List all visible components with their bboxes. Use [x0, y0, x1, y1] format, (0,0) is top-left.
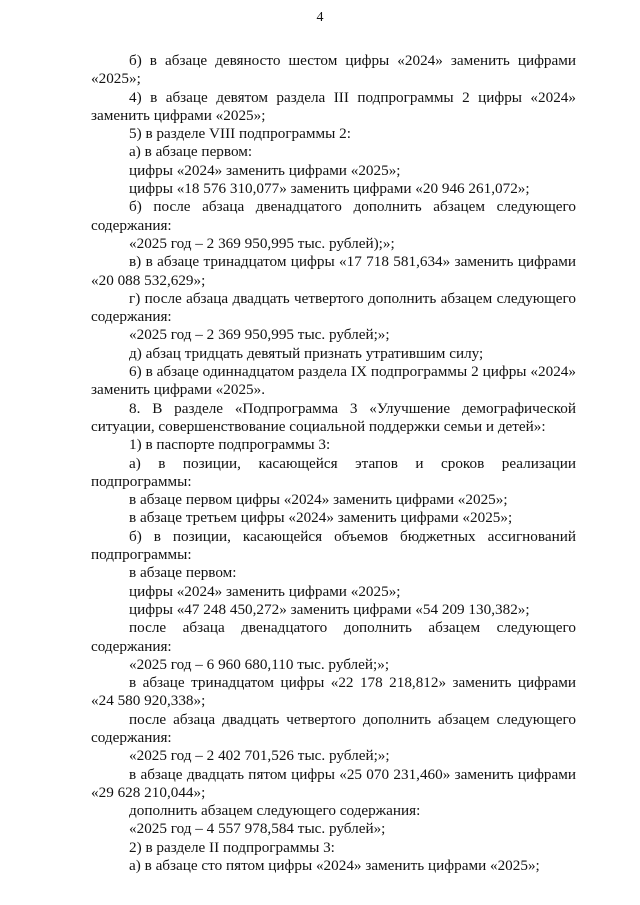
- paragraph: дополнить абзацем следующего содержания:: [129, 802, 421, 820]
- paragraph: б) в позиции, касающейся объемов бюджетных ассигнований подпрограммы:: [91, 527, 576, 564]
- paragraph: а) в абзаце сто пятом цифры «2024» заменить цифрами «2025»;: [129, 857, 540, 875]
- paragraph: а) в позиции, касающейся этапов и сроков реализации подпрограммы:: [91, 454, 576, 490]
- document-body: [91, 52, 576, 875]
- paragraph: «2025 год – 2 369 950,995 тыс. рублей);»;: [129, 234, 395, 252]
- paragraph: 5) в разделе VIII подпрограммы 2:: [129, 125, 351, 143]
- paragraph: б) в абзаце девяносто шестом цифры «2024» заменить цифрами «2025»;: [91, 52, 576, 88]
- paragraph: д) абзац тридцать девятый признать утратившим силу;: [129, 344, 484, 362]
- paragraph: цифры «2024» заменить цифрами «2025»;: [129, 161, 401, 179]
- paragraph: после абзаца двенадцатого дополнить абзацем следующего содержания:: [91, 619, 576, 655]
- paragraph: в абзаце тринадцатом цифры «22 178 218,812» заменить цифрами «24 580 920,338»;: [91, 674, 576, 710]
- paragraph: г) после абзаца двадцать четвертого дополнить абзацем следующего содержания:: [91, 289, 576, 326]
- paragraph: в абзаце первом:: [129, 564, 237, 582]
- paragraph: 2) в разделе II подпрограммы 3:: [129, 838, 335, 856]
- paragraph: в абзаце первом цифры «2024» заменить цифрами «2025»;: [129, 491, 508, 509]
- paragraph: в абзаце третьем цифры «2024» заменить цифрами «2025»;: [129, 509, 513, 527]
- paragraph: «2025 год – 4 557 978,584 тыс. рублей»;: [129, 820, 386, 838]
- paragraph: цифры «18 576 310,077» заменить цифрами «20 946 261,072»;: [129, 180, 530, 198]
- paragraph: после абзаца двадцать четвертого дополнить абзацем следующего содержания:: [91, 710, 576, 746]
- paragraph: цифры «47 248 450,272» заменить цифрами «54 209 130,382»;: [129, 600, 530, 618]
- paragraph: цифры «2024» заменить цифрами «2025»;: [129, 582, 401, 600]
- paragraph: а) в абзаце первом:: [129, 143, 253, 161]
- paragraph: б) после абзаца двенадцатого дополнить абзацем следующего содержания:: [91, 198, 576, 234]
- paragraph: в абзаце двадцать пятом цифры «25 070 231,460» заменить цифрами «29 628 210,044»;: [91, 765, 576, 801]
- paragraph: 1) в паспорте подпрограммы 3:: [129, 436, 331, 454]
- paragraph: 4) в абзаце девятом раздела III подпрограммы 2 цифры «2024» заменить цифрами «2025»;: [91, 88, 576, 124]
- paragraph: «2025 год – 2 402 701,526 тыс. рублей;»;: [129, 747, 390, 765]
- paragraph: в) в абзаце тринадцатом цифры «17 718 581,634» заменить цифрами «20 088 532,629»;: [91, 253, 576, 289]
- paragraph: «2025 год – 2 369 950,995 тыс. рублей;»;: [129, 326, 390, 344]
- paragraph: 8. В разделе «Подпрограмма 3 «Улучшение демографической ситуации, совершенствование социальной поддержки семьи и детей»:: [91, 399, 576, 435]
- paragraph: 6) в абзаце одиннадцатом раздела IX подпрограммы 2 цифры «2024» заменить цифрами «2025».: [91, 363, 576, 399]
- paragraph: «2025 год – 6 960 680,110 тыс. рублей;»;: [129, 655, 390, 673]
- page-number: 4: [316, 10, 324, 25]
